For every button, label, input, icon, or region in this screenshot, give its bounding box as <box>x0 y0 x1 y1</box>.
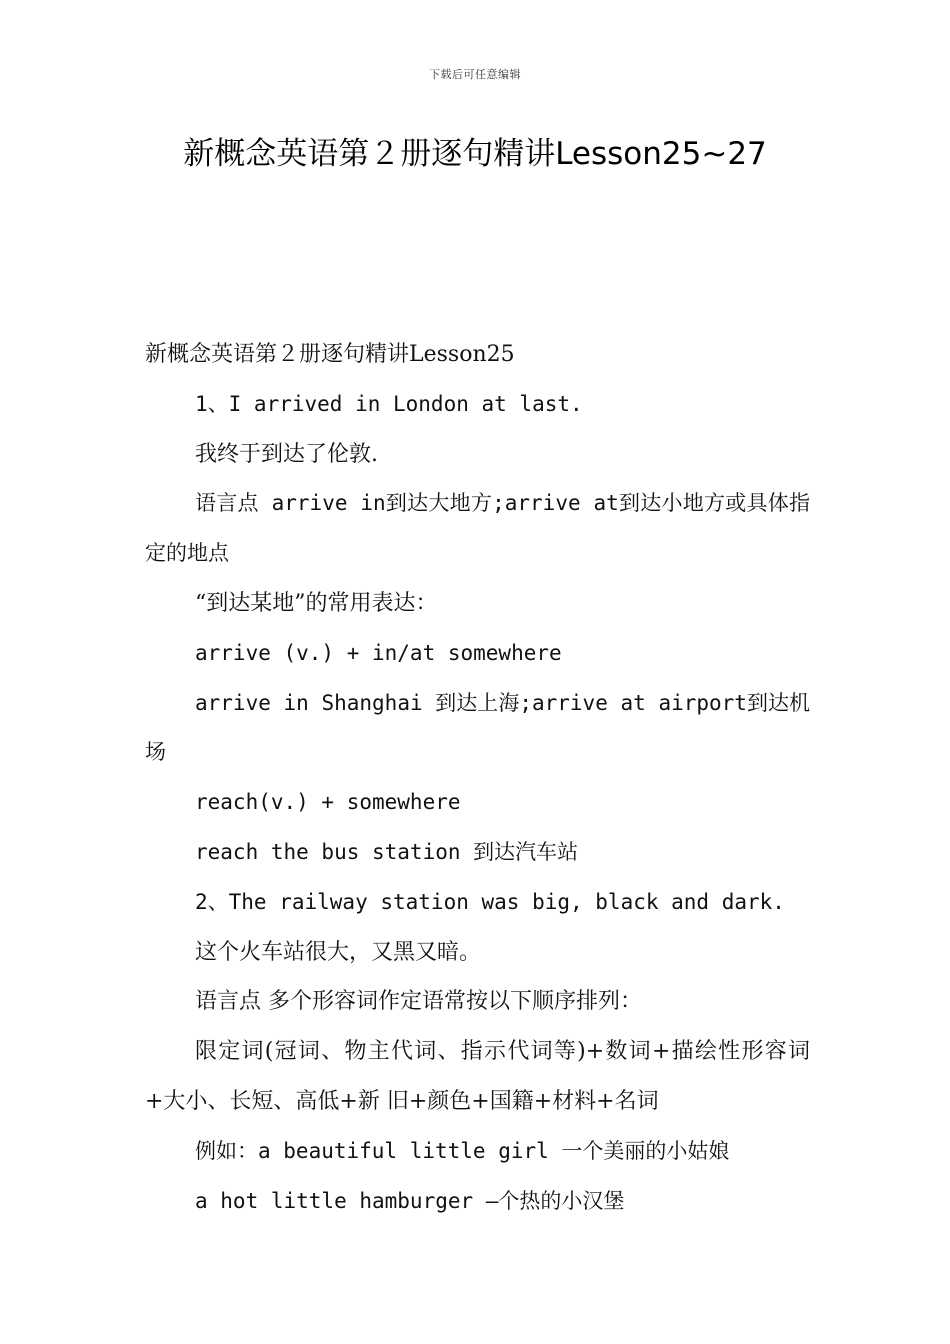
language-point-2: 语言点 多个形容词作定语常按以下顺序排列： <box>195 989 642 1015</box>
language-point-1: 语言点 arrive in到达大地方;arrive at到达小地方或具体指定的地点 <box>145 491 810 566</box>
sentence-1: 1、I arrived in London at last. <box>195 391 583 416</box>
example-reach: reach the bus station 到达汽车站 <box>195 839 579 864</box>
expression-heading: “到达某地”的常用表达： <box>195 590 438 616</box>
example-adjectives-1: 例如：a beautiful little girl 一个美丽的小姑娘 <box>195 1138 730 1163</box>
sentence-2: 2、The railway station was big, black and dark. <box>195 889 785 914</box>
sentence-2-translation: 这个火车站很大，又黑又暗。 <box>195 939 482 965</box>
example-arrive: arrive in Shanghai 到达上海;arrive at airport到达机场 <box>145 690 810 765</box>
expression-arrive: arrive (v.) + in/at somewhere <box>195 640 562 665</box>
sentence-1-translation: 我终于到达了伦敦. <box>195 441 378 467</box>
document-body <box>145 330 810 1226</box>
page-header-note: 下载后可任意编辑 <box>429 68 521 81</box>
document-title: 新概念英语第２册逐句精讲Lesson25~27 <box>183 136 767 172</box>
example-adjectives-2: a hot little hamburger —个热的小汉堡 <box>195 1188 625 1213</box>
adjective-order-rule: 限定词(冠词、物主代词、指示代词等)+数词+描绘性形容词+大小、长短、高低+新 旧+颜色+国籍+材料+名词 <box>145 1039 810 1114</box>
expression-reach: reach(v.) + somewhere <box>195 790 461 815</box>
lesson-heading: 新概念英语第２册逐句精讲Lesson25 <box>145 342 515 367</box>
